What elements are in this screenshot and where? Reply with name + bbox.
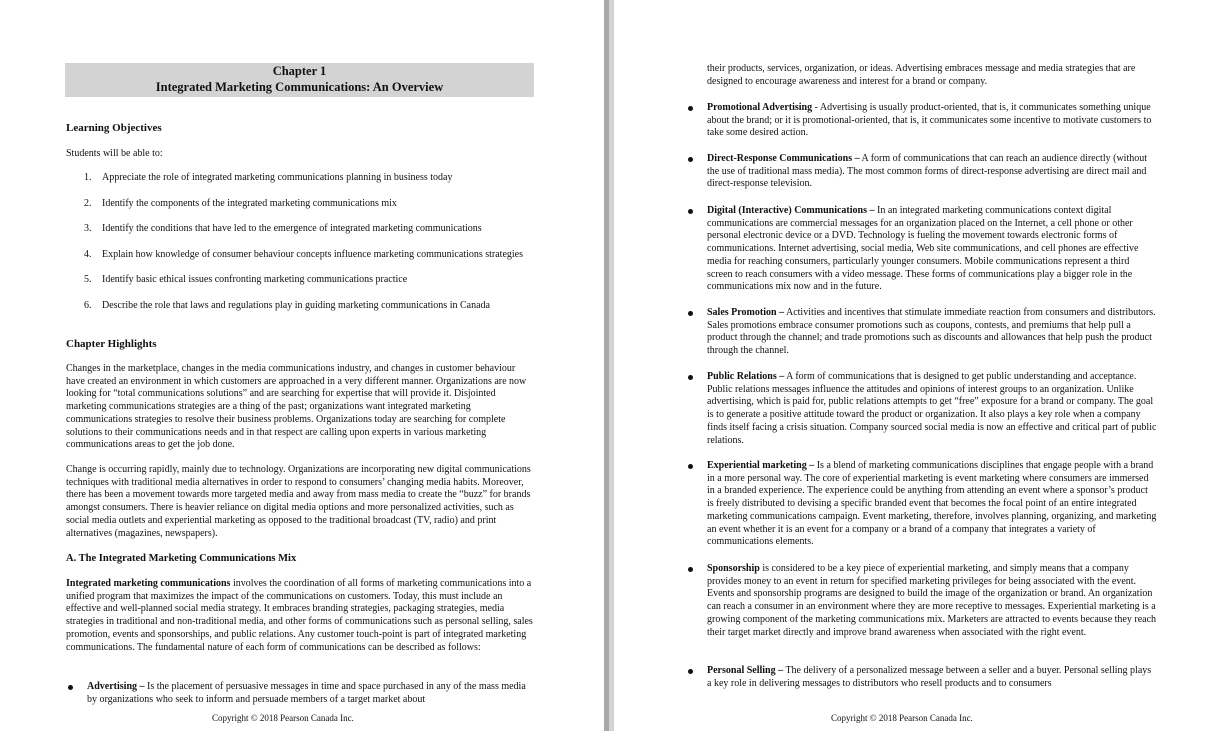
bullet-dot-icon (688, 567, 693, 572)
bullet-dot-icon (68, 685, 73, 690)
bullet-dot-icon (688, 311, 693, 316)
chapter-label: Chapter 1 (272, 64, 327, 78)
bullet-term: Sponsorship (707, 563, 760, 574)
objective-item (66, 198, 536, 211)
objective-number: 4. (84, 248, 92, 260)
objective-item (66, 249, 536, 262)
page-footer: Copyright © 2018 Pearson Canada Inc. (212, 713, 354, 723)
bullet-term: Advertising – (87, 681, 145, 692)
bullet-dot-icon (688, 375, 693, 380)
objective-number: 5. (84, 274, 92, 285)
left-bullet-list (87, 681, 527, 706)
bullet-item-public-relations (707, 371, 1157, 447)
bullet-term: Promotional Advertising (707, 102, 813, 113)
imc-paragraph (66, 578, 536, 654)
highlights-paragraph-1: Changes in the marketplace, changes in the media communications industry, and changes in customer behaviour have created an environment in which customers are approached in a very different manner. Organizations are now looking for “total communications solutions” and are searching for expertise that will provide it. Disjointed marketing communications strategies are a thing of the past; organizations want integrated marketing communications strategies to resolve their business problems. Organizations today are searching for complete solutions to their communications needs and in that respect are calling upon experts in various marketing communications areas to get the job done. (66, 363, 527, 451)
page-footer: Copyright © 2018 Pearson Canada Inc. (831, 713, 973, 723)
objective-text: Appreciate the role of integrated marketing communications planning in business today (102, 172, 453, 183)
bullet-item-promotional-advertising (707, 102, 1157, 140)
chapter-highlights-heading: Chapter Highlights (66, 338, 157, 350)
left-page (0, 0, 604, 731)
objective-number: 2. (84, 197, 92, 209)
bullet-item-personal-selling (707, 665, 1157, 690)
bullet-term: Experiential marketing – (707, 460, 815, 471)
objective-text: Identify basic ethical issues confronting marketing communications practice (102, 274, 408, 285)
highlights-paragraph-2: Change is occurring rapidly, mainly due to technology. Organizations are incorporating new digital communications techniques with traditional media alternatives in order to respond to consumers’ changing media habits. Moreover, there has been a movement towards more targeted media and away from mass media to create the “buzz” for brands amongst consumers. There is heavier reliance on digital media options and more personalized activities, such as social media outlets and experiential marketing as opposed to the traditional broadcast (TV, radio) and print alternatives (magazines, newspapers). (66, 464, 531, 539)
bullet-dot-icon (688, 157, 693, 162)
chapter-header (65, 63, 534, 97)
objective-item (66, 274, 536, 287)
section-a-heading: A. The Integrated Marketing Communications Mix (66, 553, 297, 564)
bullet-text: In an integrated marketing communications context digital communications are commercial messages for an organization placed on the Internet, a cell phone or other personal electronic device or a DVD. Technology is fueling the movement towards electronic forms of communications. Internet advertising, social media, Web site communications, and cell phones are effective media for reaching consumers, particularly younger consumers. Mobile communications represent a third screen to reach consumers with a video message. These forms of communications play a bigger role in the communications mix now and in the future. (707, 205, 1139, 293)
bullet-term: Digital (Interactive) Communications – (707, 205, 875, 216)
objective-text: Identify the conditions that have led to the emergence of integrated marketing communications (102, 223, 482, 234)
bullet-term: Sales Promotion – (707, 307, 785, 318)
bullet-item-sponsorship (707, 563, 1157, 639)
bullet-item-sales-promotion (707, 307, 1157, 358)
bullet-text: - Advertising is usually product-oriented, that is, it communicates something unique about the brand; or it is promotional-oriented, that is, it communicates some incentive to motivate customers to take some desired action. (707, 102, 1152, 139)
objective-text: Explain how knowledge of consumer behaviour concepts influence marketing communications strategies (102, 248, 523, 260)
bullet-text: The delivery of a personalized message between a seller and a buyer. Personal selling plays a key role in delivering messages to distributors who resell products and to consumers (707, 665, 1152, 689)
bullet-item-advertising (87, 681, 527, 706)
bullet-text: is considered to be a key piece of experiential marketing, and simply means that a company provides money to an event in return for specified marketing privileges for being associated with the event. Events and sponsorship programs are designed to build the image of the organization or brand. An organization can reach a consumer in an environment where they are more receptive to messages. Experiential marketing is a growing component of the marketing communications mix. Marketers are attracted to events because they reach their target market directly and improve brand awareness when associated with the right event. (707, 563, 1157, 638)
imc-text: involves the coordination of all forms of marketing communications into a unified program that maximizes the impact of the communications on customers. Today, this must include an effective and well-planned social media strategy. It embraces branding strategies, packaging strategies, media strategies in traditional and non-traditional media, and other forms of communications such as personal selling, sales promotion, events and sponsorships, and public relations. Any customer touch-point is part of integrated marketing communications. The fundamental nature of each form of communications can be described as follows: (66, 578, 533, 653)
bullet-dot-icon (688, 209, 693, 214)
objective-number: 6. (84, 299, 92, 311)
bullet-dot-icon (688, 669, 693, 674)
bullet-item-experiential-marketing (707, 460, 1157, 549)
objectives-intro: Students will be able to: (66, 148, 163, 159)
bullet-text: Is a blend of marketing communications disciplines that engage people with a brand in a more personal way. The core of experiential marketing is event marketing where consumers are immersed in a branded experience. The experience could be anything from attending an event where a sponsor’s product is freely distributed to devising a specific branded event that becomes the focal point of an entire integrated marketing communications campaign. Event marketing, therefore, involves planning, organizing, and marketing an event whether it is an event for a company or a brand of a company that integrates a variety of communications elements. (707, 460, 1157, 548)
bullet-term: Direct-Response Communications – (707, 153, 860, 164)
bullet-dot-icon (688, 106, 693, 111)
bullet-text: Is the placement of persuasive messages in time and space purchased in any of the mass media by organizations who seek to inform and persuade members of a target market about (87, 681, 526, 705)
objective-item (66, 223, 536, 236)
bullet-term: Personal Selling – (707, 665, 784, 676)
bullet-item-digital-communications (707, 205, 1157, 294)
objective-text: Identify the components of the integrated marketing communications mix (102, 197, 397, 209)
bullet-dot-icon (688, 464, 693, 469)
advertising-continuation: their products, services, organization, or ideas. Advertising embraces message and media strategies that are designed to encourage awareness and interest for a brand or company. (707, 63, 1136, 87)
bullet-term: Public Relations – (707, 371, 785, 382)
imc-lead-term: Integrated marketing communications (66, 578, 231, 589)
bullet-text: Activities and incentives that stimulate immediate reaction from consumers and distributors. Sales promotions embrace consumer promotions such as coupons, contests, and premiums that help pull a product through the channel; and trade promotions such as discounts and allowances that help push the product through the channel. (707, 307, 1156, 357)
objective-text: Describe the role that laws and regulations play in guiding marketing communications in Canada (102, 299, 490, 311)
objectives-list (66, 172, 536, 325)
bullet-item-direct-response (707, 153, 1157, 191)
objective-item (66, 172, 536, 185)
bullet-text: A form of communications that is designed to get public understanding and acceptance. Public relations messages influence the attitudes and opinions of interest groups to an organization. Unlike advertising, which is paid for, public relations attempts to get “free” exposure for a brand or company. The goal is to generate a positive attitude toward the product or organization. It also plays a key role when a company finds itself facing a crisis situation. Company sourced social media is now an effective and critical part of public relations. (707, 371, 1157, 446)
learning-objectives-heading: Learning Objectives (66, 122, 162, 134)
objective-number: 1. (84, 172, 92, 183)
objective-number: 3. (84, 223, 92, 234)
chapter-title: Integrated Marketing Communications: An Overview (155, 80, 444, 94)
objective-item (66, 300, 536, 313)
bullet-text: A form of communications that can reach an audience directly (without the use of traditional mass media). The most common forms of direct-response advertising are direct mail and direct-response television. (707, 153, 1147, 190)
